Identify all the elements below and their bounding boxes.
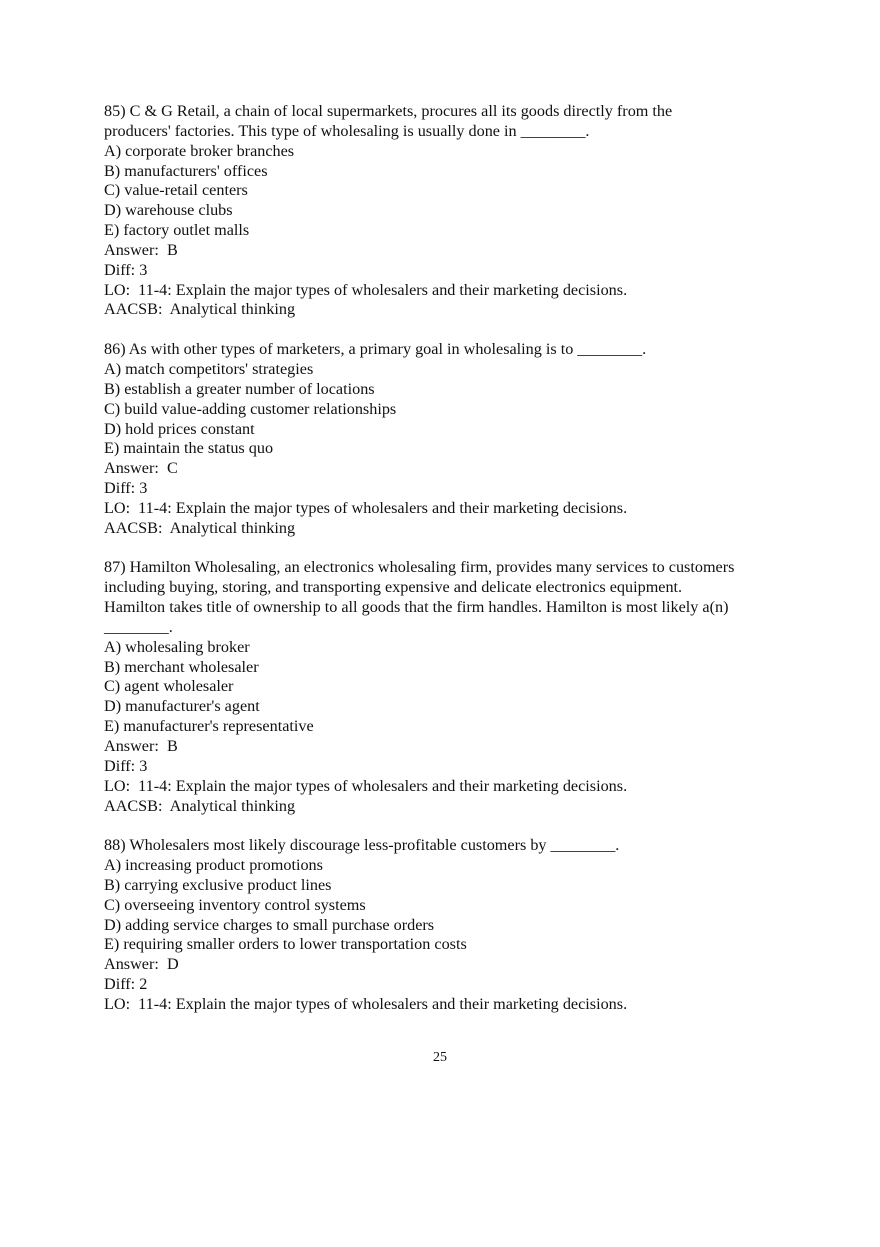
learning-objective-line: LO: 11-4: Explain the major types of wholesalers and their marketing decisions. (104, 776, 628, 795)
page-content (104, 102, 784, 1035)
aacsb-line: AACSB: Analytical thinking (104, 796, 296, 815)
stem-line: ________. (104, 617, 173, 636)
stem-line: including buying, storing, and transporting expensive and delicate electronics equipment. (104, 578, 683, 597)
option-a: A) match competitors' strategies (104, 359, 314, 378)
stem-line: 88) Wholesalers most likely discourage less-profitable customers by ________. (104, 836, 620, 855)
option-e: E) factory outlet malls (104, 221, 250, 240)
stem-line: Hamilton takes title of ownership to all goods that the firm handles. Hamilton is most likely a(n) (104, 598, 729, 617)
option-c: C) build value-adding customer relationships (104, 399, 397, 418)
answer-line: Answer: B (104, 737, 178, 755)
stem-line: 87) Hamilton Wholesaling, an electronics wholesaling firm, provides many services to customers (104, 558, 735, 577)
option-c: C) agent wholesaler (104, 677, 234, 696)
option-b: B) manufacturers' offices (104, 161, 268, 180)
answer-line: Answer: B (104, 240, 178, 259)
option-e: E) manufacturer's representative (104, 717, 314, 736)
option-a: A) increasing product promotions (104, 856, 323, 875)
stem-line: producers' factories. This type of wholesaling is usually done in ________. (104, 121, 590, 140)
question-stem (104, 102, 784, 142)
aacsb-line: AACSB: Analytical thinking (104, 518, 296, 537)
answer-line: Answer: C (104, 459, 178, 478)
option-b: B) merchant wholesaler (104, 657, 259, 676)
stem-line: 86) As with other types of marketers, a primary goal in wholesaling is to ________. (104, 340, 647, 359)
question-86 (104, 340, 784, 538)
option-d: D) manufacturer's agent (104, 697, 260, 716)
option-d: D) warehouse clubs (104, 201, 233, 220)
option-b: B) carrying exclusive product lines (104, 875, 332, 894)
answer-options (104, 638, 784, 737)
stem-line: 85) C & G Retail, a chain of local supermarkets, procures all its goods directly from the (104, 102, 673, 120)
option-e: E) requiring smaller orders to lower transportation costs (104, 935, 467, 954)
answer-line: Answer: D (104, 955, 179, 974)
difficulty-line: Diff: 3 (104, 479, 148, 498)
page-number: 25 (433, 1050, 447, 1065)
learning-objective-line: LO: 11-4: Explain the major types of wholesalers and their marketing decisions. (104, 280, 628, 299)
question-88 (104, 836, 784, 1015)
option-c: C) value-retail centers (104, 181, 248, 200)
option-a: A) corporate broker branches (104, 141, 295, 160)
option-d: D) hold prices constant (104, 419, 255, 438)
question-85 (104, 102, 784, 320)
question-87 (104, 558, 784, 816)
option-d: D) adding service charges to small purchase orders (104, 915, 435, 934)
learning-objective-line: LO: 11-4: Explain the major types of wholesalers and their marketing decisions. (104, 994, 628, 1013)
learning-objective-line: LO: 11-4: Explain the major types of wholesalers and their marketing decisions. (104, 498, 628, 517)
answer-options (104, 856, 784, 955)
option-b: B) establish a greater number of locations (104, 379, 375, 398)
answer-options (104, 142, 784, 241)
answer-options (104, 360, 784, 459)
option-c: C) overseeing inventory control systems (104, 895, 366, 914)
question-stem (104, 558, 784, 637)
option-e: E) maintain the status quo (104, 439, 274, 458)
question-stem (104, 836, 784, 856)
difficulty-line: Diff: 3 (104, 260, 148, 279)
aacsb-line: AACSB: Analytical thinking (104, 300, 296, 319)
option-a: A) wholesaling broker (104, 637, 250, 656)
question-stem (104, 340, 784, 360)
difficulty-line: Diff: 2 (104, 975, 148, 994)
difficulty-line: Diff: 3 (104, 756, 148, 775)
